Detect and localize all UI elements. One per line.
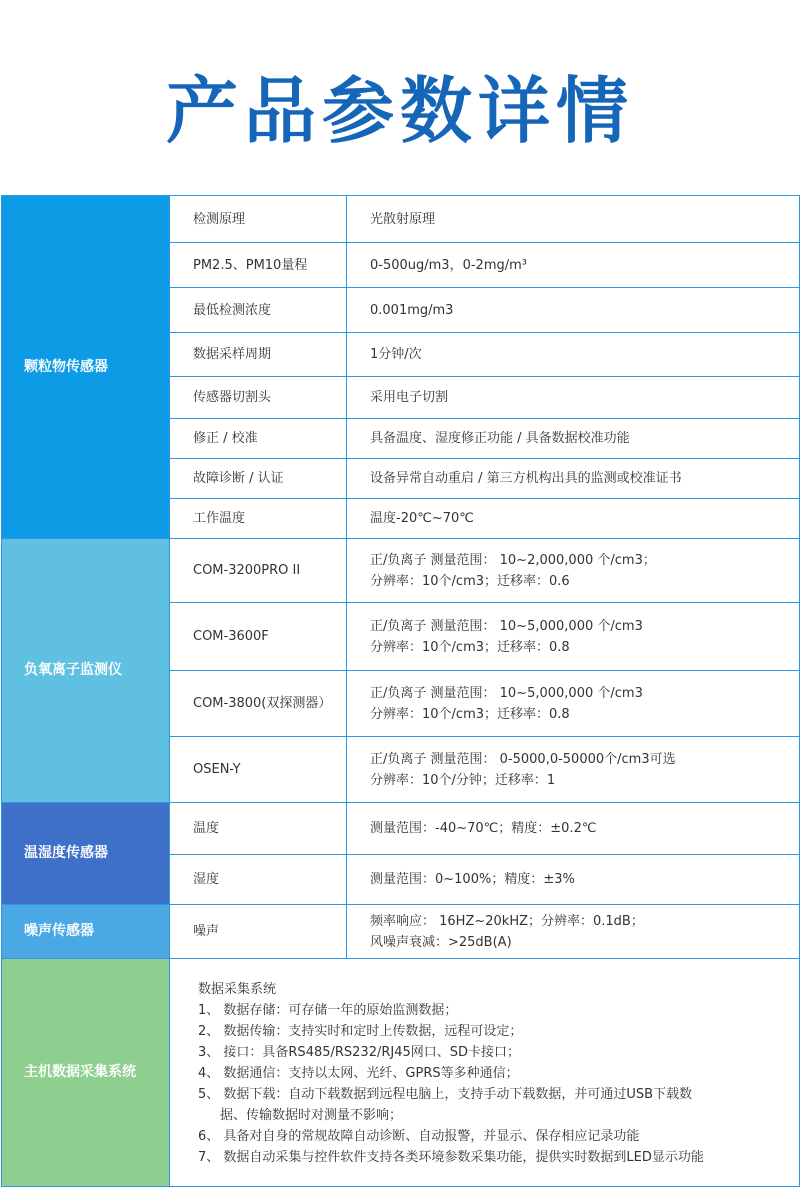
value-line: 分辨率：10个/cm3；迁移率：0.6 (370, 573, 570, 589)
value-line: 正/负离子 测量范围： 10~5,000,000 个/cm3 (370, 685, 643, 701)
list-item: 2、 数据传输：支持实时和定时上传数据，远程可设定； (198, 1024, 523, 1039)
param-label: COM-3600F (170, 603, 347, 671)
param-label: 工作温度 (170, 499, 347, 539)
category-particle-sensor: 颗粒物传感器 (2, 196, 170, 539)
value-line: 频率响应： 16HZ~20kHZ；分辨率：0.1dB； (370, 913, 644, 929)
list-item: 4、 数据通信：支持以太网、光纤、GPRS等多种通信； (198, 1066, 519, 1081)
value-line: 正/负离子 测量范围： 10~5,000,000 个/cm3 (370, 618, 643, 634)
list-item: 1、 数据存储：可存储一年的原始监测数据； (198, 1003, 458, 1018)
param-label: COM-3200PRO II (170, 539, 347, 603)
param-label: 最低检测浓度 (170, 288, 347, 333)
table-row (2, 959, 800, 1187)
param-value (347, 905, 800, 959)
value-line: 正/负离子 测量范围： 0-5000,0-50000个/cm3可选 (370, 751, 676, 767)
param-label: 检测原理 (170, 196, 347, 243)
param-label: 传感器切割头 (170, 377, 347, 419)
param-label: 修正 / 校准 (170, 419, 347, 459)
table-row (2, 196, 800, 243)
param-value (347, 671, 800, 737)
param-value: 光散射原理 (347, 196, 800, 243)
table-row (2, 803, 800, 855)
param-value (347, 737, 800, 803)
param-label: OSEN-Y (170, 737, 347, 803)
param-label: 数据采样周期 (170, 333, 347, 377)
category-host-data-system: 主机数据采集系统 (2, 959, 170, 1187)
category-temp-humidity-sensor: 温湿度传感器 (2, 803, 170, 905)
spec-table (1, 195, 800, 1187)
value-line: 分辨率：10个/cm3；迁移率：0.8 (370, 706, 570, 722)
table-row (2, 905, 800, 959)
list-item: 据、传输数据时对测量不影响； (220, 1108, 403, 1123)
page-title: 产品参数详情 (165, 69, 634, 153)
list-item: 5、 数据下载：自动下载数据到远程电脑上，支持手动下载数据，并可通过USB下载数 (198, 1087, 693, 1102)
host-system-description (170, 959, 800, 1187)
param-value: 设备异常自动重启 / 第三方机构出具的监测或校准证书 (347, 459, 800, 499)
param-label: 噪声 (170, 905, 347, 959)
value-line: 正/负离子 测量范围： 10~2,000,000 个/cm3； (370, 552, 656, 568)
param-value: 测量范围：0~100%；精度：±3% (347, 855, 800, 905)
value-line: 风噪声衰减：>25dB(A) (370, 934, 512, 950)
param-value: 0.001mg/m3 (347, 288, 800, 333)
list-item: 7、 数据自动采集与控件软件支持各类环境参数采集功能，提供实时数据到LED显示功能 (198, 1150, 704, 1165)
category-negative-ion-monitor: 负氧离子监测仪 (2, 539, 170, 803)
param-value (347, 539, 800, 603)
param-value: 0-500ug/m3，0-2mg/m³ (347, 243, 800, 288)
param-value: 采用电子切割 (347, 377, 800, 419)
list-item: 6、 具备对自身的常规故障自动诊断、自动报警，并显示、保存相应记录功能 (198, 1129, 640, 1144)
param-value: 具备温度、湿度修正功能 / 具备数据校准功能 (347, 419, 800, 459)
param-value: 测量范围：-40~70℃；精度：±0.2℃ (347, 803, 800, 855)
param-label: PM2.5、PM10量程 (170, 243, 347, 288)
host-heading: 数据采集系统 (198, 982, 277, 997)
value-line: 分辨率：10个/cm3；迁移率：0.8 (370, 639, 570, 655)
param-label: 故障诊断 / 认证 (170, 459, 347, 499)
param-label: 湿度 (170, 855, 347, 905)
param-label: 温度 (170, 803, 347, 855)
param-label: COM-3800(双探测器） (170, 671, 347, 737)
value-line: 分辨率：10个/分钟；迁移率：1 (370, 772, 556, 788)
list-item: 3、 接口：具备RS485/RS232/RJ45网口、SD卡接口； (198, 1045, 521, 1060)
param-value (347, 603, 800, 671)
category-noise-sensor: 噪声传感器 (2, 905, 170, 959)
param-value: 1分钟/次 (347, 333, 800, 377)
param-value: 温度-20℃~70℃ (347, 499, 800, 539)
table-row (2, 539, 800, 603)
